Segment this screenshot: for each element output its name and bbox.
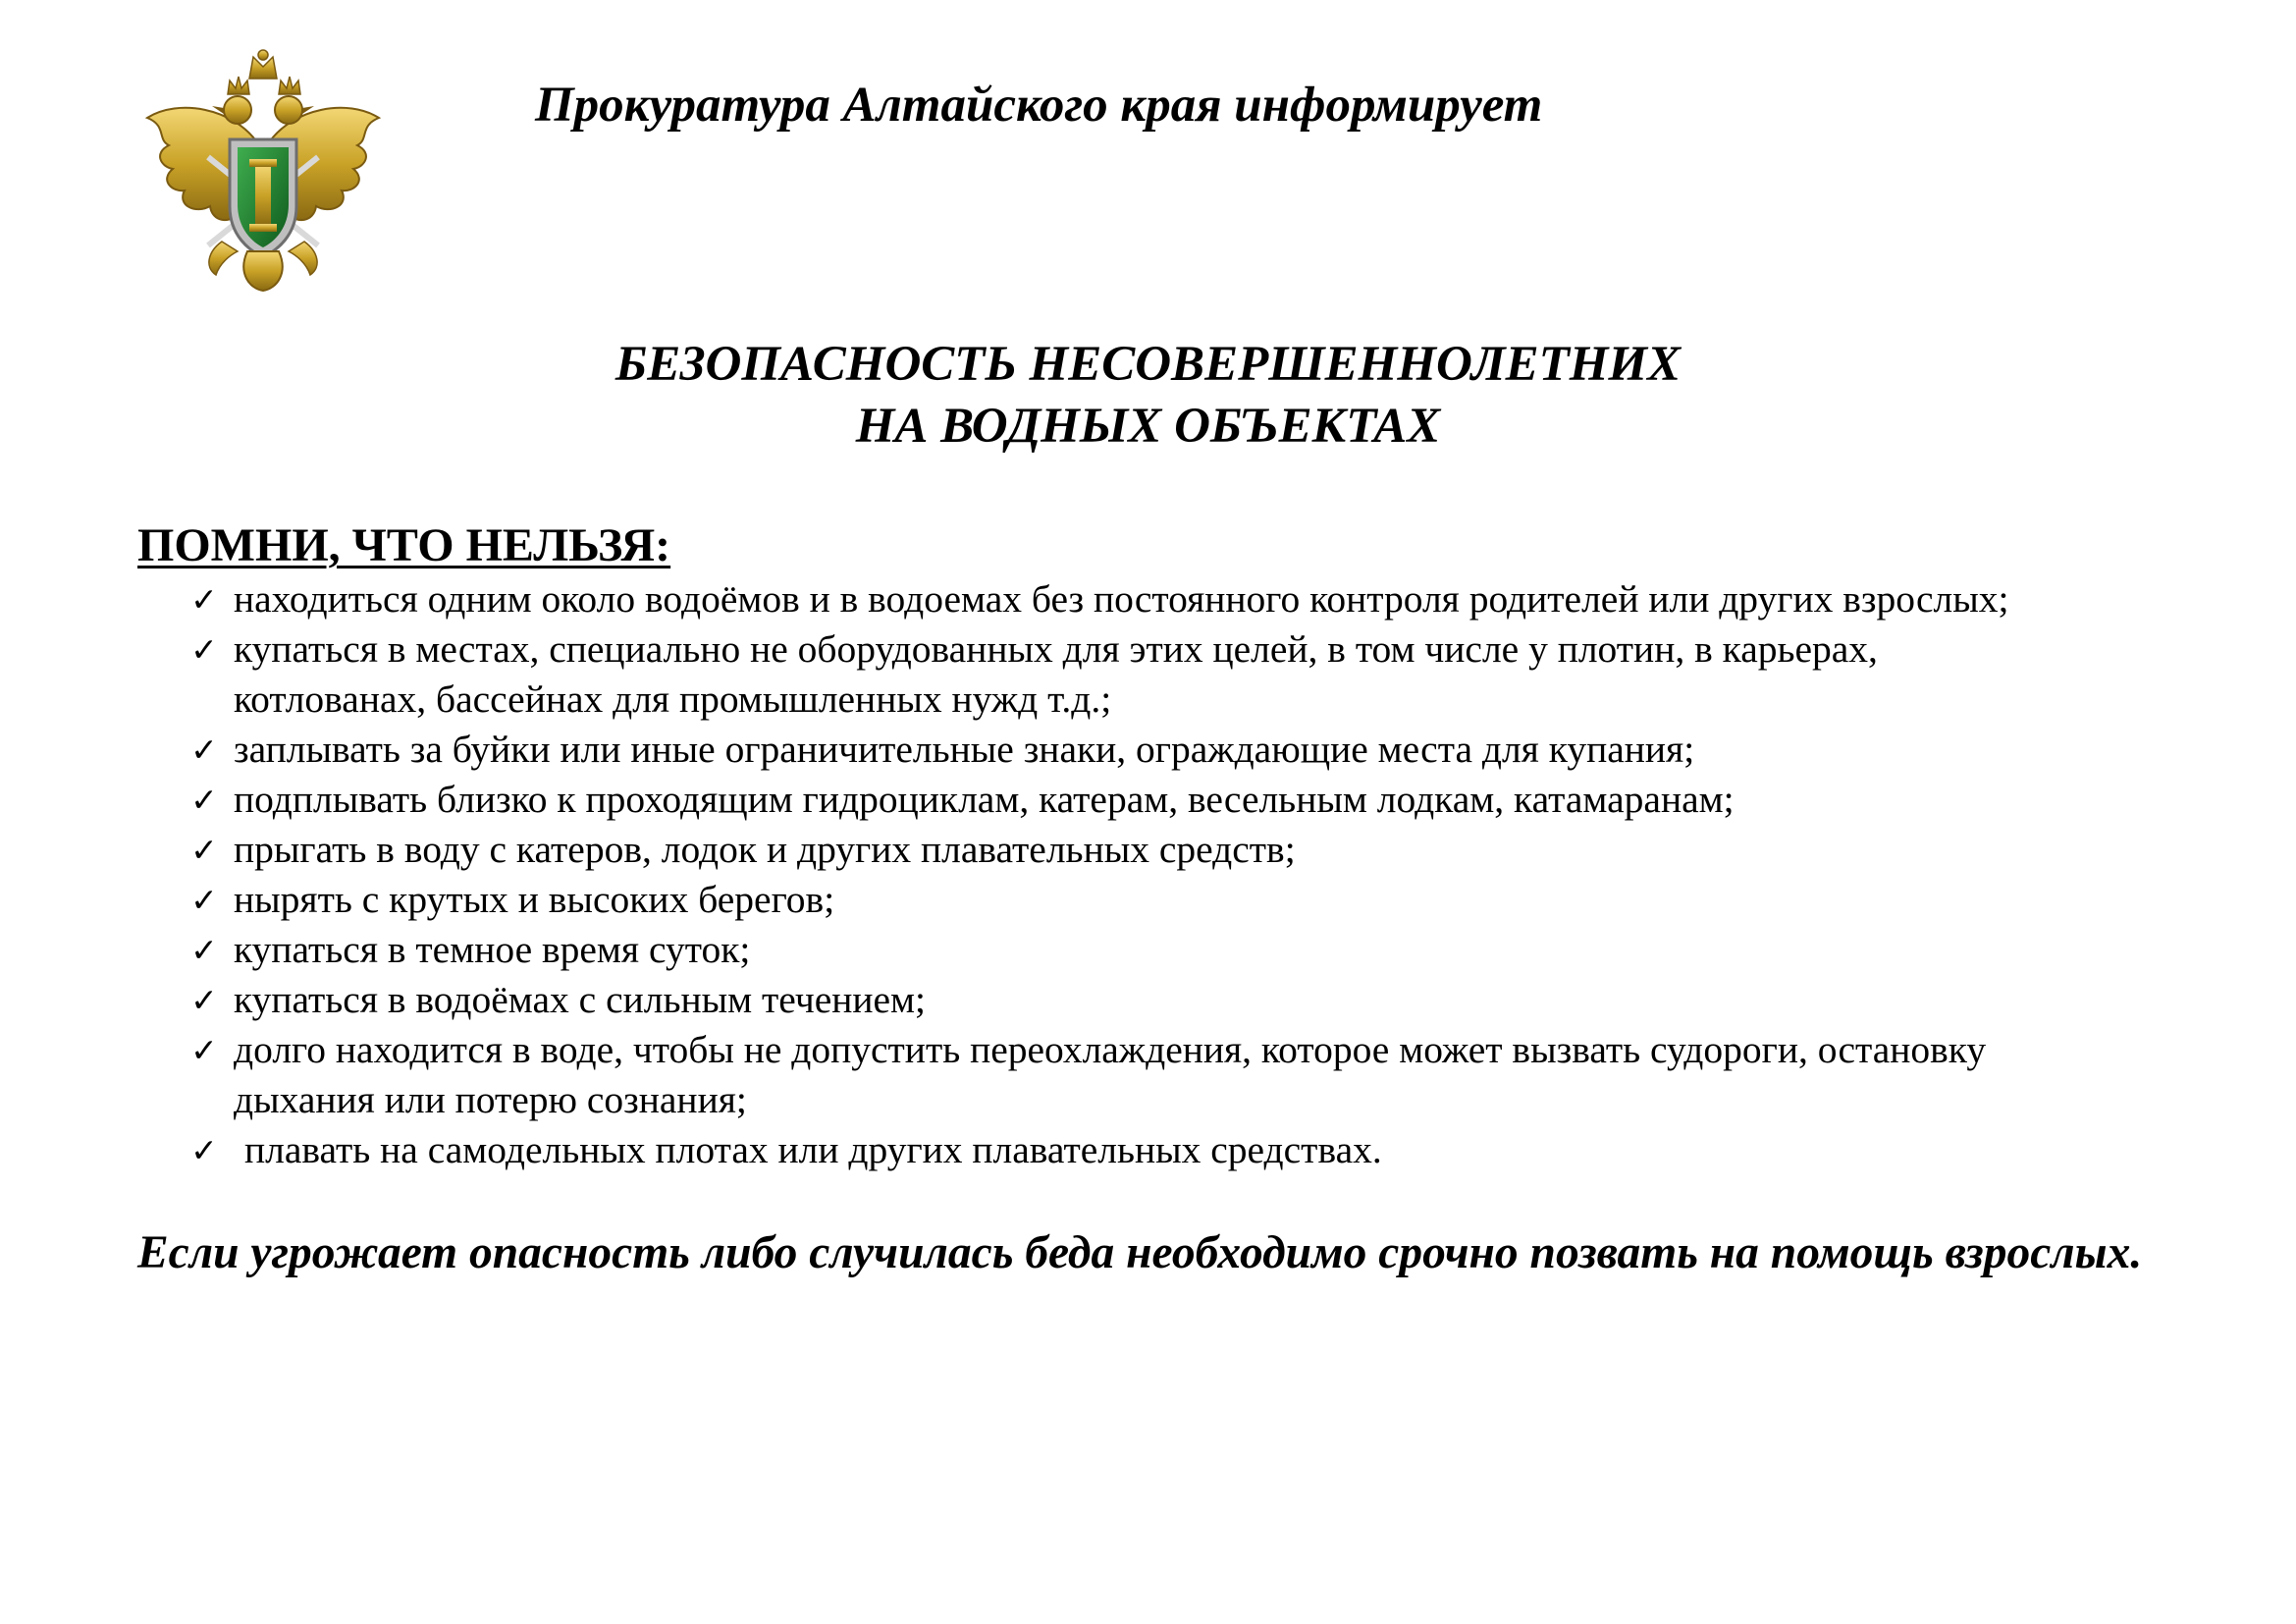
rule-text: купаться в водоёмах с сильным течением;: [234, 978, 927, 1021]
rule-item: [0, 925, 2296, 975]
checkmark-icon: ✓: [190, 981, 218, 1019]
rule-text: дыхания или потерю сознания;: [234, 1078, 747, 1121]
checkmark-icon: ✓: [190, 781, 218, 819]
section-heading: ПОМНИ, ЧТО НЕЛЬЗЯ:: [137, 519, 671, 571]
rule-text: купаться в местах, специально не оборудованных для этих целей, в том числе у плотин, в карьерах,: [234, 627, 1878, 671]
rule-item: [0, 975, 2296, 1025]
document-title-line-2: НА ВОДНЫХ ОБЪЕКТАХ: [855, 399, 1441, 454]
rule-text: котлованах, бассейнах для промышленных нужд т.д.;: [234, 677, 1112, 721]
rule-item: [0, 1025, 2296, 1125]
footer-warning: Если угрожает опасность либо случилась беда необходимо срочно позвать на помощь взрослых.: [137, 1227, 2143, 1278]
rule-text: купаться в темное время суток;: [234, 928, 751, 971]
header-title: Прокуратура Алтайского края информирует: [535, 78, 1543, 133]
checkmark-icon: ✓: [190, 881, 218, 919]
rule-text: долго находится в воде, чтобы не допустить переохлаждения, которое может вызвать судороги, остановку: [234, 1028, 1987, 1071]
rule-item: [0, 574, 2296, 624]
checkmark-icon: ✓: [190, 580, 218, 619]
rule-text: прыгать в воду с катеров, лодок и других плавательных средств;: [234, 828, 1296, 871]
rule-item: [0, 624, 2296, 725]
document-title-line-1: БЕЗОПАСНОСТЬ НЕСОВЕРШЕННОЛЕТНИХ: [614, 337, 1682, 392]
rule-item: [0, 1125, 2296, 1175]
checkmark-icon: ✓: [190, 731, 218, 769]
document-title: [0, 334, 2296, 458]
rule-text: нырять с крутых и высоких берегов;: [234, 878, 835, 921]
checkmark-icon: ✓: [190, 630, 218, 669]
rule-item: [0, 875, 2296, 925]
checkmark-icon: ✓: [190, 1131, 218, 1169]
rule-item: [0, 725, 2296, 775]
rule-item: [0, 775, 2296, 825]
rule-text: заплывать за буйки или иные ограничительные знаки, ограждающие места для купания;: [234, 728, 1695, 771]
rule-item: [0, 825, 2296, 875]
checkmark-icon: ✓: [190, 831, 218, 869]
rule-text: плавать на самодельных плотах или других плавательных средствах.: [244, 1128, 1382, 1171]
rule-text: находиться одним около водоёмов и в водоемах без постоянного контроля родителей или других взрослых;: [234, 577, 2009, 621]
checkmark-icon: ✓: [190, 1031, 218, 1069]
rules-list: [0, 574, 2296, 1175]
rule-text: подплывать близко к проходящим гидроциклам, катерам, весельным лодкам, катамаранам;: [234, 778, 1735, 821]
prosecutor-emblem-icon: [139, 49, 387, 295]
checkmark-icon: ✓: [190, 931, 218, 969]
